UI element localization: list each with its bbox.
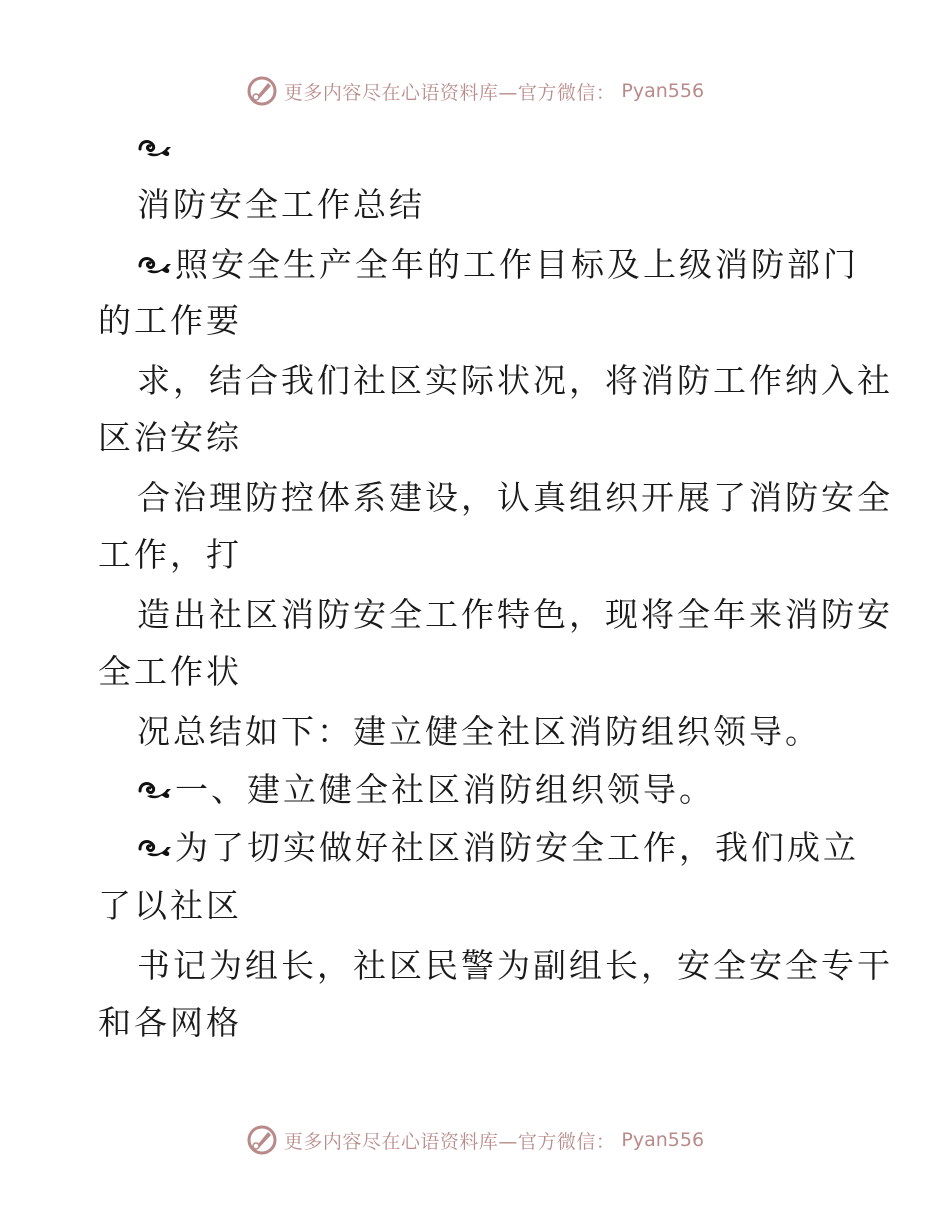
document-title: 消防安全工作总结 <box>137 185 425 224</box>
section-heading <box>137 770 715 810</box>
paragraph-line: 合治理防控体系建设，认真组织开展了消防安全 <box>137 478 893 517</box>
section-heading-text: 一、建立健全社区消防组织领导。 <box>175 770 715 809</box>
paragraph-line: 工作，打 <box>98 535 242 574</box>
fleuron-icon <box>137 835 173 861</box>
header-watermark <box>0 71 950 111</box>
fleuron-line <box>137 128 175 168</box>
paragraph-line: 造出社区消防安全工作特色，现将全年来消防安 <box>137 595 893 634</box>
paragraph-line: 和各网格 <box>98 1003 242 1042</box>
watermark-text: 更多内容尽在心语资料库—官方微信： <box>283 81 616 104</box>
fleuron-icon <box>137 252 173 278</box>
paragraph-line <box>137 245 859 285</box>
paragraph-text: 照安全生产全年的工作目标及上级消防部门 <box>175 245 859 284</box>
quill-pen-logo-icon <box>246 1124 278 1156</box>
paragraph-line: 况总结如下：建立健全社区消防组织领导。 <box>137 712 821 751</box>
paragraph-text: 为了切实做好社区消防安全工作，我们成立 <box>175 828 859 867</box>
watermark-id: Pyan556 <box>621 80 705 102</box>
fleuron-icon <box>137 135 173 161</box>
paragraph-line: 书记为组长，社区民警为副组长，安全安全专干 <box>137 946 893 985</box>
paragraph-line: 区治安综 <box>98 418 242 457</box>
paragraph-line: 的工作要 <box>98 301 242 340</box>
paragraph-line: 求，结合我们社区实际状况，将消防工作纳入社 <box>137 361 893 400</box>
watermark-id: Pyan556 <box>621 1129 705 1151</box>
paragraph-line <box>137 828 859 868</box>
paragraph-line: 了以社区 <box>98 886 242 925</box>
watermark-text: 更多内容尽在心语资料库—官方微信： <box>283 1130 616 1153</box>
fleuron-icon <box>137 777 173 803</box>
footer-watermark <box>0 1120 950 1160</box>
paragraph-line: 全工作状 <box>98 652 242 691</box>
quill-pen-logo-icon <box>246 75 278 107</box>
